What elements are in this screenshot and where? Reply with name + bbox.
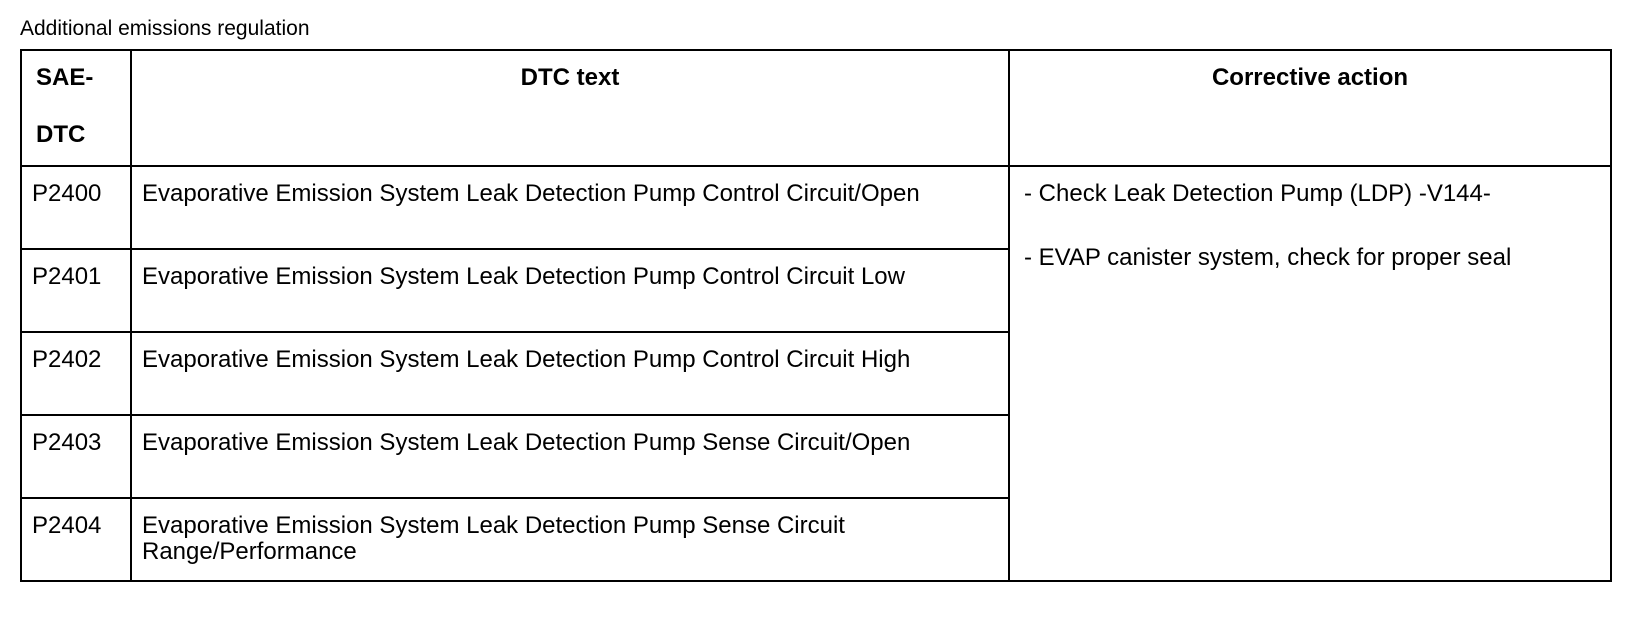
table-caption: Additional emissions regulation: [20, 17, 310, 40]
corrective-action-item: - Check Leak Detection Pump (LDP) -V144-: [1024, 180, 1491, 207]
header-sae-dtc: [21, 50, 131, 166]
corrective-action-item: - EVAP canister system, check for proper seal: [1024, 244, 1512, 271]
dtc-code: P2400: [21, 166, 131, 249]
header-sae-line2: DTC: [36, 121, 86, 148]
dtc-text: Evaporative Emission System Leak Detection Pump Control Circuit Low: [131, 249, 1009, 332]
header-sae-line1: SAE-: [36, 64, 94, 91]
dtc-text: Evaporative Emission System Leak Detection Pump Sense Circuit/Open: [131, 415, 1009, 498]
dtc-code: P2403: [21, 415, 131, 498]
dtc-table: [20, 49, 1612, 582]
dtc-code: P2401: [21, 249, 131, 332]
dtc-text: Evaporative Emission System Leak Detection Pump Control Circuit/Open: [131, 166, 1009, 249]
header-row: [21, 50, 1611, 166]
dtc-code: P2404: [21, 498, 131, 581]
header-corrective-action: Corrective action: [1009, 50, 1611, 166]
table-row: [21, 166, 1611, 249]
corrective-action-cell: [1009, 166, 1611, 581]
dtc-text: Evaporative Emission System Leak Detection Pump Sense Circuit Range/Performance: [131, 498, 1009, 581]
dtc-text: Evaporative Emission System Leak Detection Pump Control Circuit High: [131, 332, 1009, 415]
dtc-code: P2402: [21, 332, 131, 415]
header-dtc-text: DTC text: [131, 50, 1009, 166]
